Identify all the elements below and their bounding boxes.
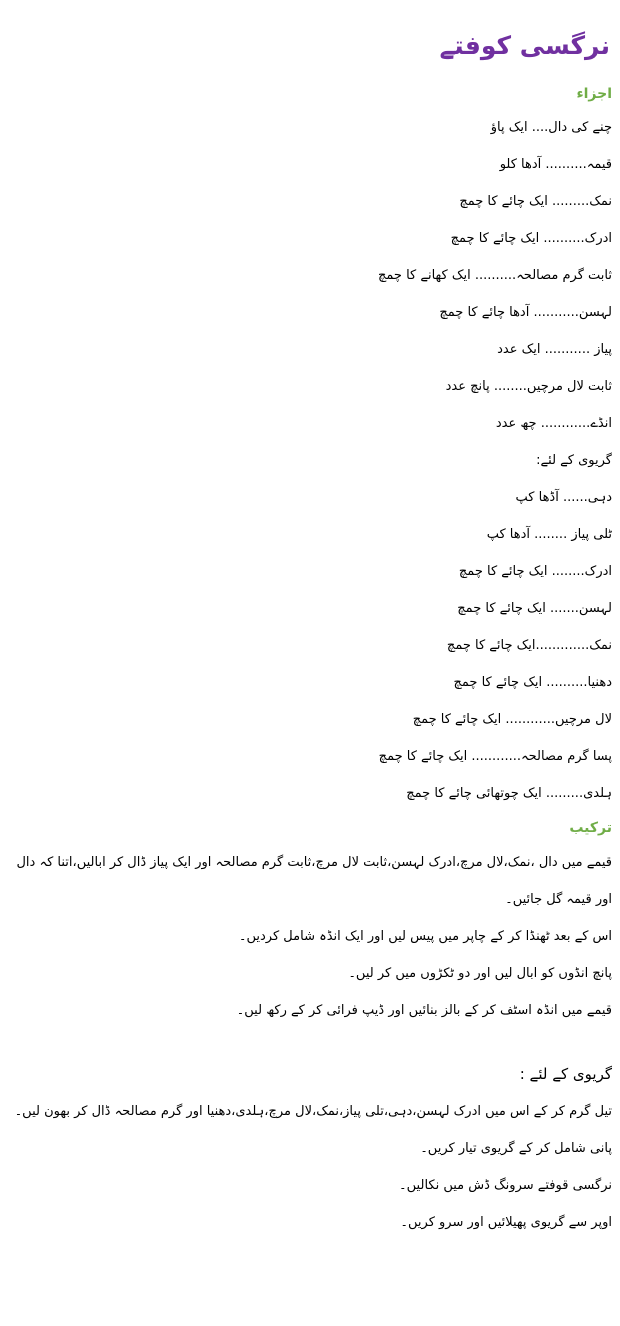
ingredient-item: ثابت لال مرچیں........ پانچ عدد (445, 379, 612, 394)
ingredient-item: دھنیا.......... ایک چائے کا چمچ (453, 675, 612, 690)
method-step: قیمے میں انڈہ اسٹف کر کے بالز بنائیں اور ڈیپ فرائی کر کے رکھ لیں۔ (236, 1003, 612, 1018)
gravy-step: پانی شامل کر کے گریوی تیار کریں۔ (420, 1141, 612, 1156)
ingredient-item: انڈے............ چھ عدد (495, 416, 612, 431)
ingredient-item: ٹلی پیاز ........ آدھا کپ (486, 527, 612, 542)
method-heading: ترکیب (569, 820, 612, 836)
ingredient-item: ثابت گرم مصالحہ.......... ایک کھانے کا چمچ (378, 268, 612, 283)
page-title: نرگسی کوفتے (439, 31, 610, 60)
ingredient-item: پسا گرم مصالحہ............ ایک چائے کا چمچ (378, 749, 612, 764)
ingredient-item: ادرک........ ایک چائے کا چمچ (458, 564, 612, 579)
ingredient-item: لہسن....... ایک چائے کا چمچ (457, 601, 612, 616)
ingredient-item: لہسن........... آدھا چائے کا چمچ (439, 305, 612, 320)
gravy-ingredients-subheading: گریوی کے لئے: (536, 453, 612, 468)
gravy-step: نرگسی قوفتے سرونگ ڈش میں نکالیں۔ (399, 1178, 612, 1193)
ingredient-item: نمک......... ایک چائے کا چمچ (459, 194, 612, 209)
ingredient-item: پیاز ........... ایک عدد (497, 342, 612, 357)
gravy-step: تیل گرم کر کے اس میں ادرک لہسن،دہی،تلی پیاز،نمک،لال مرچ،ہلدی،دھنیا اور گرم مصالحہ ڈال کر بھون لیں۔ (14, 1104, 612, 1119)
ingredient-item: دہی...... آڈھا کپ (515, 490, 612, 505)
ingredient-item: چنے کی دال.... ایک پاؤ (490, 120, 612, 135)
ingredient-item: نمک.............ایک چائے کا چمچ (446, 638, 612, 653)
ingredients-heading: اجزاء (576, 86, 612, 102)
ingredient-item: ہلدی......... ایک چوتھائی چائے کا چمچ (406, 786, 612, 801)
method-step: قیمے میں دال ،نمک،لال مرچ،ادرک لہسن،ثابت لال مرچ،ثابت گرم مصالحہ اور ایک پیاز ڈال کر ابالیں،اتنا کہ دال اور قیمہ گل جائیں۔ (16, 855, 612, 907)
method-steps (10, 844, 612, 1029)
gravy-heading: گریوی کے لئے : (519, 1065, 612, 1083)
gravy-step: اوپر سے گریوی پھیلائیں اور سرو کریں۔ (400, 1215, 612, 1230)
ingredient-item: قیمہ.......... آدھا کلو (499, 157, 612, 172)
ingredients-list (10, 109, 612, 812)
ingredient-item: لال مرچیں............ ایک چائے کا چمچ (412, 712, 612, 727)
spacer (10, 1029, 612, 1053)
gravy-steps (10, 1093, 612, 1241)
ingredient-item: ادرک.......... ایک چائے کا چمچ (450, 231, 612, 246)
method-step: اس کے بعد ٹھنڈا کر کے چاپر میں پیس لیں اور ایک انڈہ شامل کردیں۔ (238, 929, 612, 944)
method-step: پانچ انڈوں کو ابال لیں اور دو ٹکڑوں میں کر لیں۔ (348, 966, 612, 981)
